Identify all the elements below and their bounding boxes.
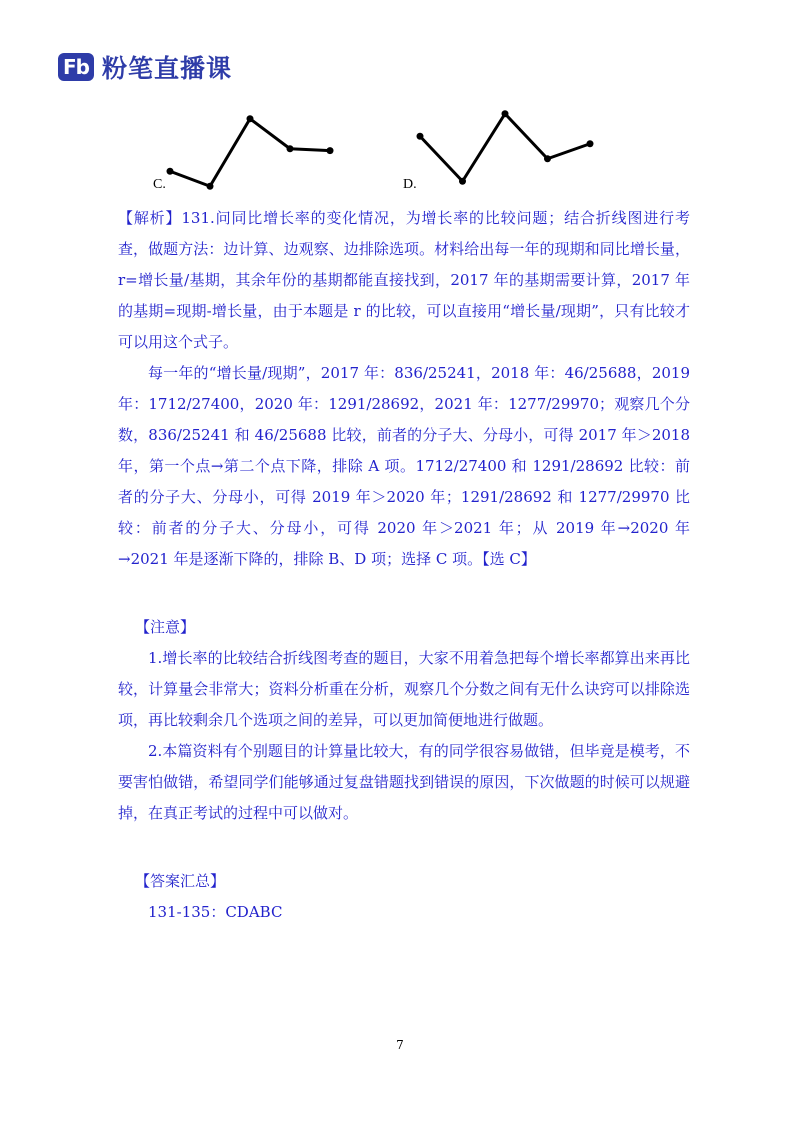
option-d-point-5 [587,140,594,147]
option-d-line-graph [410,100,600,195]
option-c-line-graph [160,105,340,200]
brand-logo [58,50,232,84]
option-c-label: C. [153,177,166,192]
option-c-point-2 [207,183,214,190]
analysis-block [118,203,690,575]
option-c-point-1 [167,168,174,175]
brand-name: 粉笔直播课 [102,54,233,83]
answers-heading: 【答案汇总】 [135,872,226,890]
answers-summary: 131-135：CDABC [148,903,283,921]
option-d-series-line [420,114,590,182]
brand-mark-icon: Fb [58,53,94,81]
answers-block [118,866,690,928]
option-c-point-3 [247,115,254,122]
analysis-paragraph: 每一年的“增长量/现期”，2017 年：836/25241，2018 年：46/25688，2019 年：1712/27400，2020 年：1291/28692，2021 年：1277/29970；观察几个分数，836/25241 和 46/25688 比较，前者的分子大、分母小，可得 2017 年＞2018 年，第一个点→第二个点下降，排除 A 项。1712/27400 和 1291/28692 比较：前者的分子大、分母小，可得 2019 年＞2020 年；1291/28692 和 1277/29970 比较：前者的分子大、分母小，可得 2020 年＞2021 年；从 2019 年→2020 年→2021 年是逐渐下降的，排除 B、D 项；选择 C 项。【选 C】 [118,364,690,568]
page-number: 7 [396,1038,404,1052]
option-d-label: D. [403,177,417,192]
option-d-point-4 [544,155,551,162]
note-item: 2.本篇资料有个别题目的计算量比较大，有的同学很容易做错，但毕竟是模考，不要害怕做错，希望同学们能够通过复盘错题找到错误的原因，下次做题的时候可以规避掉，在真正考试的过程中可以做对。 [118,742,690,822]
option-c-point-5 [327,147,334,154]
option-c-point-4 [287,145,294,152]
option-d-point-2 [459,178,466,185]
option-d-point-1 [417,133,424,140]
note-item: 1.增长率的比较结合折线图考查的题目，大家不用着急把每个增长率都算出来再比较，计算量会非常大；资料分析重在分析，观察几个分数之间有无什么诀窍可以排除选项，再比较剩余几个选项之间的差异，可以更加简便地进行做题。 [118,649,690,729]
option-c-series-line [170,119,330,187]
notes-block [118,612,690,829]
option-d-point-3 [502,110,509,117]
analysis-paragraph: 【解析】131.问同比增长率的变化情况，为增长率的比较问题；结合折线图进行考查，做题方法：边计算、边观察、边排除选项。材料给出每一年的现期和同比增长量，r=增长量/基期，其余年份的基期都能直接找到，2017 年的基期需要计算，2017 年的基期=现期-增长量，由于本题是 r 的比较，可以直接用“增长量/现期”，只有比较才可以用这个式子。 [118,209,690,351]
notes-heading: 【注意】 [135,618,196,636]
